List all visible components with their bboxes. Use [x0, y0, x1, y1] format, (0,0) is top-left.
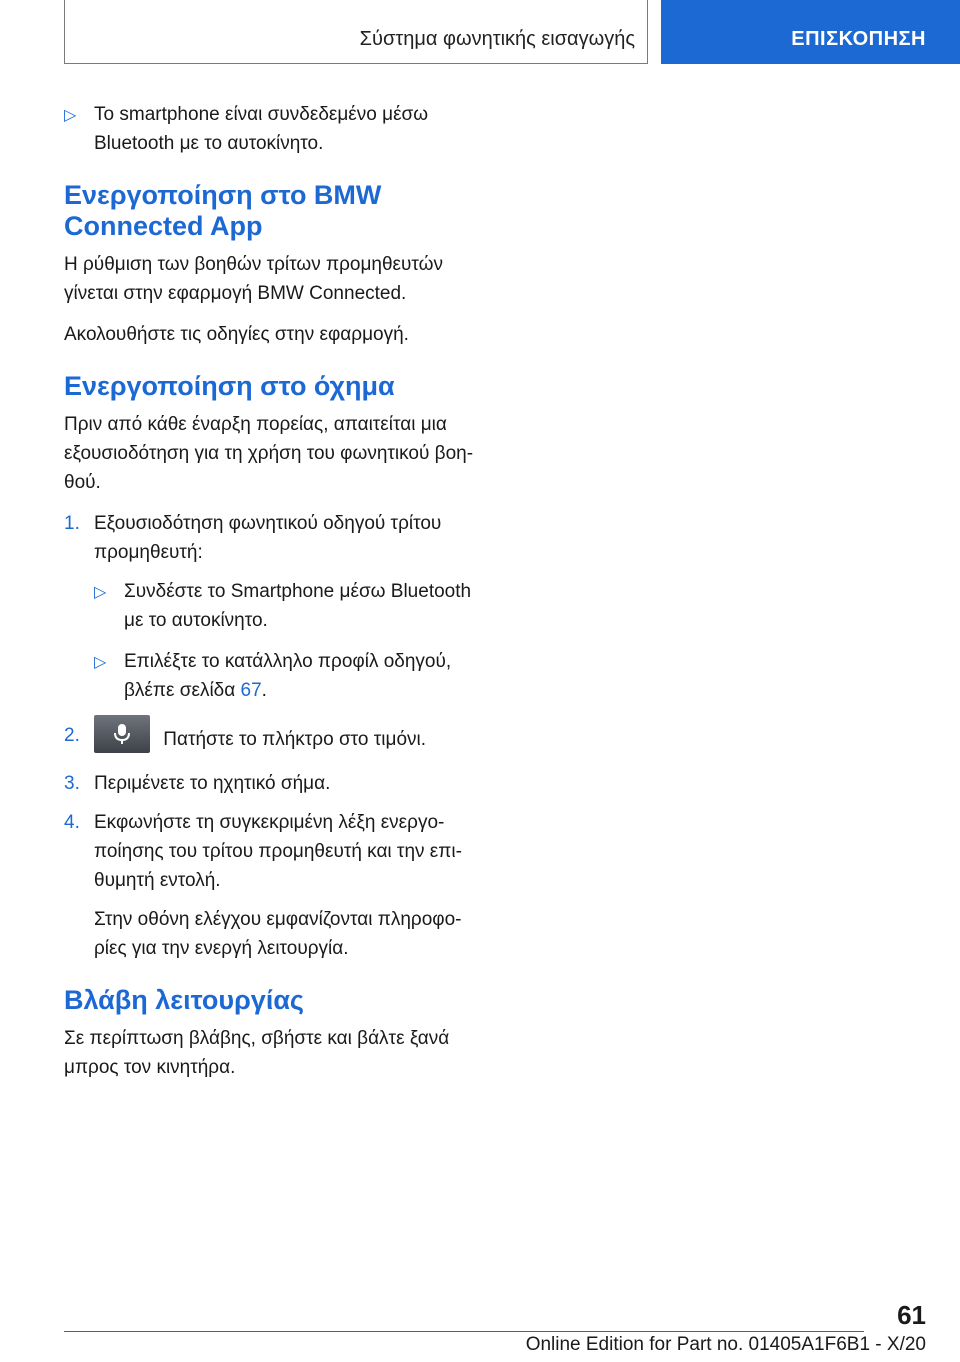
section-heading-malfunction: Βλάβη λειτουργίας	[64, 985, 304, 1015]
step-text: Πατήστε το πλήκτρο στο τιμόνι.	[163, 729, 427, 751]
paragraph: Σε περίπτωση βλάβης, σβήστε και βάλτε ξανά μπρος τον κινητήρα.	[64, 1028, 450, 1078]
bullet-text-end: .	[261, 680, 267, 701]
step-number: 2.	[64, 725, 80, 746]
section-heading-vehicle: Ενεργοποίηση στο όχημα	[64, 371, 395, 401]
paragraph: Πριν από κάθε έναρξη πορείας, απαιτείται μια εξουσιοδότηση για τη χρήση του φωνητικού βοηθού.	[64, 414, 474, 493]
bullet-text: Επιλέξτε το κατάλληλο προφίλ οδηγού, βλέπε σελίδα	[124, 651, 452, 701]
header-title: Σύστημα φωνητικής εισαγωγής	[359, 28, 635, 50]
step-number: 1.	[64, 513, 80, 534]
voice-button-image	[94, 715, 150, 753]
step-text: Εκφωνήστε τη συγκεκριμένη λέξη ενεργοποίησης του τρίτου προμηθευτή και την επιθυμητή εντολή.	[94, 812, 462, 891]
list-item	[94, 577, 484, 635]
step-4	[64, 808, 484, 895]
step-3	[64, 769, 484, 798]
bullet-text: Το smartphone είναι συνδεδεμένο μέσω Bluetooth με το αυτοκίνητο.	[94, 104, 429, 154]
step-2	[64, 721, 484, 759]
page-number: 61	[897, 1300, 926, 1330]
list-item	[94, 647, 484, 705]
microphone-icon	[112, 723, 132, 745]
section-tab-label: ΕΠΙΣΚΟΠΗΣΗ	[791, 28, 926, 50]
footer-edition: Online Edition for Part no. 01405A1F6B1 - X/20	[525, 1334, 926, 1355]
paragraph: Η ρύθμιση των βοηθών τρίτων προμηθευτών γίνεται στην εφαρμογή BMW Connected.	[64, 254, 443, 304]
list-item	[64, 100, 484, 158]
step-number: 3.	[64, 773, 80, 794]
section-heading-connected-app: Ενεργοποίηση στο BMW Connected App	[64, 180, 382, 241]
header-title-box	[64, 0, 648, 64]
step-text: Περιμένετε το ηχητικό σήμα.	[94, 773, 331, 794]
page-link[interactable]: 67	[240, 680, 262, 701]
step-1	[64, 509, 484, 567]
triangle-right-icon: ▷	[94, 584, 107, 601]
triangle-right-icon: ▷	[94, 654, 107, 671]
bullet-text: Συνδέστε το Smartphone μέσω Bluetooth με το αυτοκίνητο.	[124, 581, 472, 631]
triangle-right-icon: ▷	[64, 107, 77, 124]
step-4-note: Στην οθόνη ελέγχου εμφανίζονται πληροφορίες για την ενεργή λειτουργία.	[94, 909, 462, 959]
paragraph: Ακολουθήστε τις οδηγίες στην εφαρμογή.	[64, 324, 409, 345]
step-text: Εξουσιοδότηση φωνητικού οδηγού τρίτου προμηθευτή:	[94, 513, 442, 563]
section-tab[interactable]	[661, 0, 960, 64]
page-content	[64, 100, 484, 1094]
footer-divider	[64, 1331, 864, 1332]
step-number: 4.	[64, 812, 80, 833]
